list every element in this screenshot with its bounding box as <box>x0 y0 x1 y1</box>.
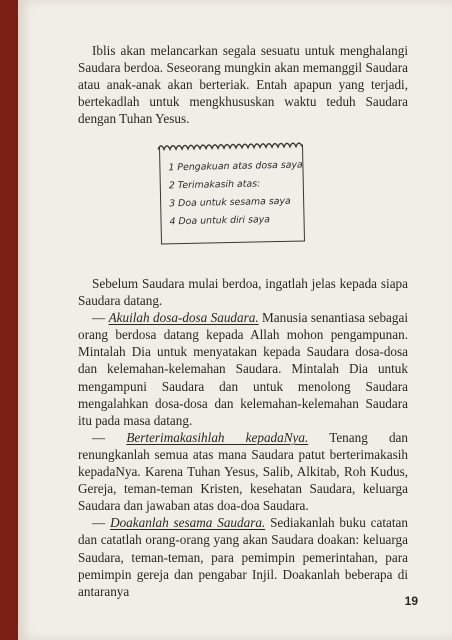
note-line-3: 3 Doa untuk sesama saya <box>169 195 291 210</box>
note-line-4: 4 Doa untuk diri saya <box>169 214 271 228</box>
note-lines <box>168 156 305 231</box>
spiral-binding-icon <box>156 138 306 153</box>
body-section <box>78 275 408 600</box>
intercession-text: Sediakanlah buku catatan dan catatlah orang-orang yang akan Saudara doakan: keluarga Saudara, teman-teman, para pemimpin pemerintahan, para pemimpin gereja dan pengabar Injil. Doakanlah beberapa di antaranya <box>78 515 408 599</box>
thanks-paragraph <box>78 429 408 514</box>
book-page <box>18 0 452 640</box>
thanks-heading: Berterimakasihlah kepadaNya. <box>126 429 309 445</box>
thanks-dash: — <box>92 429 127 445</box>
note-line-1: 1 Pengakuan atas dosa saya <box>168 159 303 174</box>
intro-text: Iblis akan melancarkan segala sesuatu untuk menghalangi Saudara berdoa. Seseorang mungkin akan memanggil Saudara atau anak-anak akan berteriak. Entah apapun yang terjadi, bertekadlah untuk mengkhususkan waktu teduh Saudara dengan Tuhan Yesus. <box>78 43 408 127</box>
confess-heading: Akuilah dosa-dosa Saudara. <box>108 310 259 326</box>
intercession-heading: Doakanlah sesama Saudara. <box>110 515 266 531</box>
intro-paragraph <box>78 42 408 127</box>
note-line-2: 2 Terimakasih atas: <box>168 178 261 192</box>
intercession-paragraph <box>78 514 408 599</box>
page-number: 19 <box>404 594 418 608</box>
intercession-dash: — <box>92 515 111 531</box>
prayer-note-card <box>159 145 305 245</box>
before-prayer-paragraph: Sebelum Saudara mulai berdoa, ingatlah jelas kepada siapa Saudara datang. <box>78 276 408 309</box>
confess-text: Manusia senantiasa sebagai orang berdosa datang kepada Allah mohon pengampunan. Mintalah Dia untuk menyatakan kepada Saudara dosa-dosa dan kelemahan-kelemahan Saudara. Mintalah Dia untuk mengampuni Saudara dan untuk menolong Saudara mengalahkan dosa-dosa dan kelemahan-kelemahan Saudara itu pada masa datang. <box>78 310 409 428</box>
confess-dash: — <box>92 310 109 326</box>
thanks-text: Tenang dan renungkanlah semua atas mana Saudara patut berterimakasih kepadaNya. Karena Tuhan Yesus, Salib, Alkitab, Roh Kudus, Gereja, teman-teman Kristen, kesehatan Saudara, keluarga Saudara dan jawaban atas doa-doa Saudara. <box>78 429 409 514</box>
confess-paragraph <box>78 309 408 429</box>
